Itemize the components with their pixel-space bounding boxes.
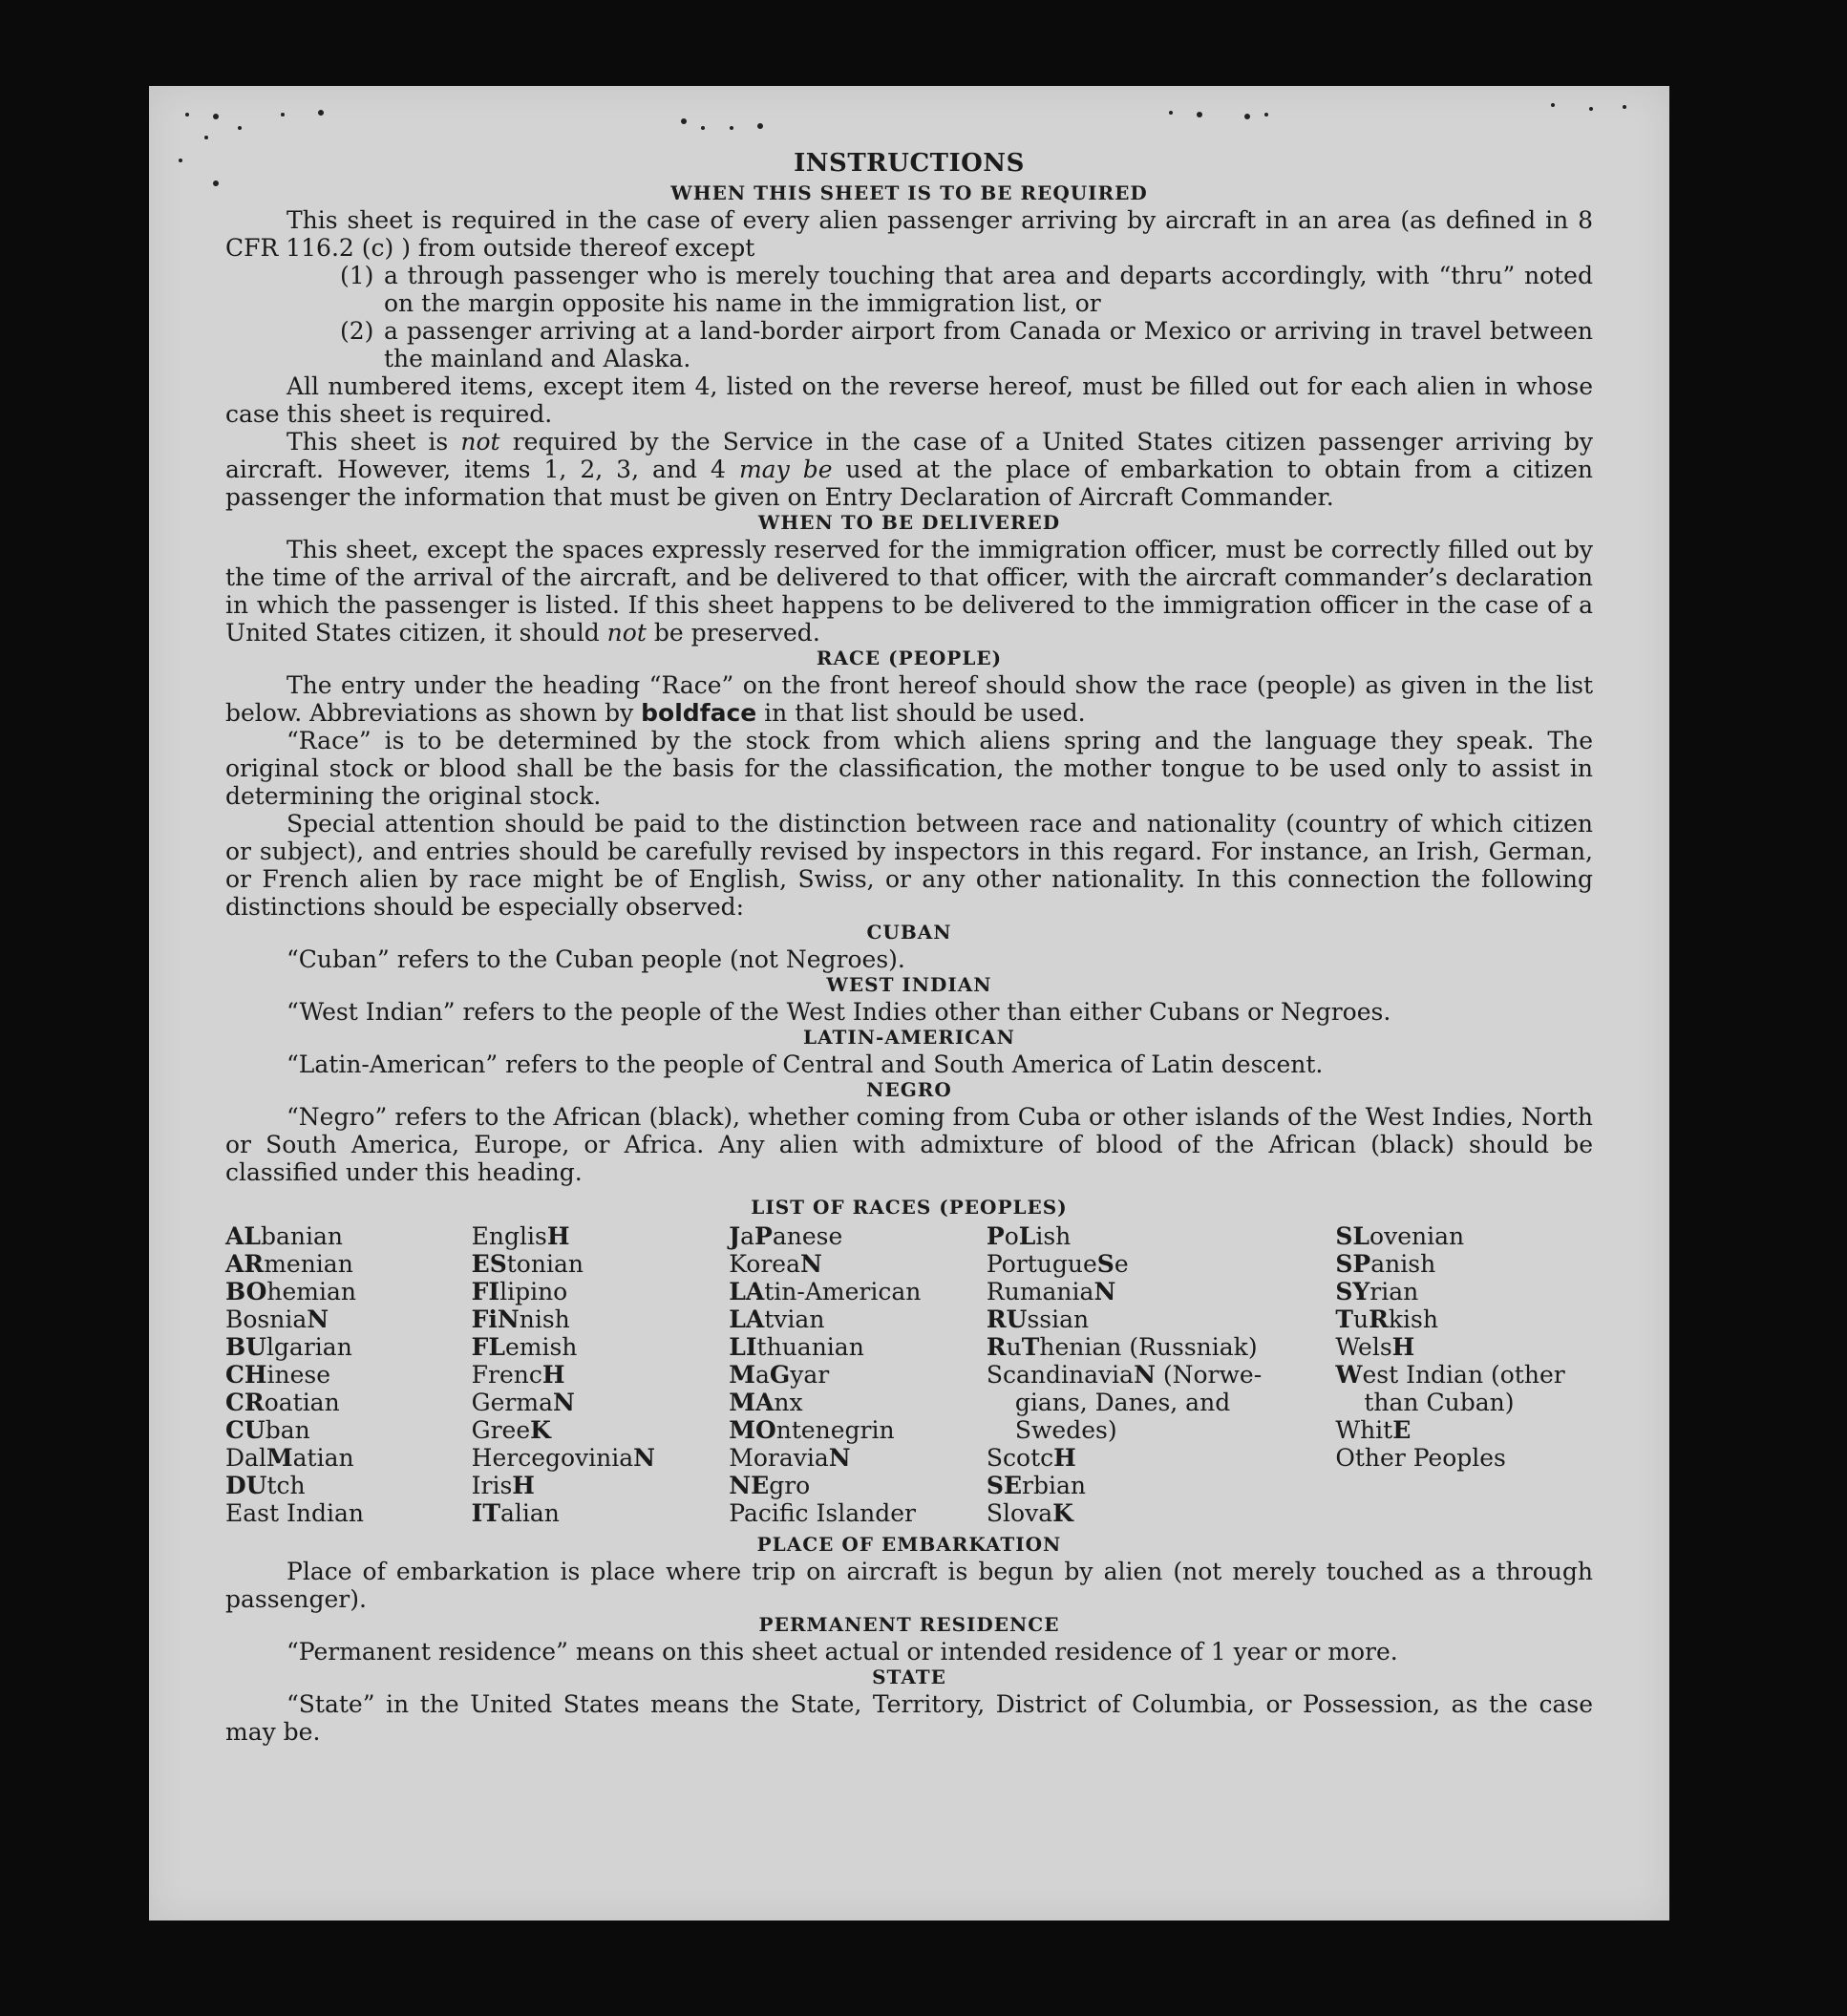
race-entry: FrencH (471, 1361, 565, 1389)
race-column-1 (225, 1222, 472, 1527)
race-entry: EnglisH (471, 1222, 570, 1250)
race-entry: SLovenian (1335, 1222, 1465, 1250)
race-entry: GermaN (471, 1389, 575, 1416)
exception-item-2 (225, 317, 1593, 372)
item-text: a passenger arriving at a land-border airport from Canada or Mexico or arriving in travel between the mainland and Alaska. (384, 317, 1593, 372)
when-required-intro: This sheet is required in the case of every alien passenger arriving by aircraft in an area (as defined in 8 CFR 116.2 (c) ) from outside thereof except (225, 206, 1593, 262)
race-column-5 (1335, 1222, 1593, 1527)
race-entry: PortugueSe (986, 1250, 1129, 1278)
heading-latin-american: LATIN-AMERICAN (803, 1026, 1015, 1049)
negro-text: “Negro” refers to the African (black), whether coming from Cuba or other islands of the West Indies, North or South America, Europe, or Africa. Any alien with admixture of blood of the African (black) should be classified under this heading. (225, 1103, 1593, 1186)
item-number: (2) (340, 317, 374, 345)
race-entry: ScotcH (986, 1444, 1076, 1472)
race-entry: MoraviaN (729, 1444, 851, 1472)
embarkation-text: Place of embarkation is place where trip on aircraft is begun by alien (not merely touched as a through passenger). (225, 1558, 1593, 1613)
race-entry: CHinese (225, 1361, 331, 1389)
race-entry: ITalian (471, 1499, 560, 1527)
when-required-para3: This sheet is not required by the Service in the case of a United States citizen passenger arriving by aircraft. However, items 1, 2, 3, and 4 may be used at the place of embarkation to obtain from a citizen passenger the information that must be given on Entry Declaration of Aircraft Commander. (225, 428, 1593, 511)
race-entry: WhitE (1335, 1416, 1412, 1444)
race-entry: BOhemian (225, 1278, 356, 1305)
race-entry: SYrian (1335, 1278, 1419, 1305)
heading-permanent-residence: PERMANENT RESIDENCE (758, 1613, 1060, 1636)
scan-specks (149, 86, 1669, 220)
race-entry: BUlgarian (225, 1333, 352, 1361)
race-entry: SErbian (986, 1472, 1086, 1499)
race-entry: RumaniaN (986, 1278, 1116, 1305)
race-entry: RuThenian (Russniak) (986, 1333, 1258, 1361)
race-entry: ScandinaviaN (Norwe- (986, 1361, 1263, 1389)
race-entry: NEgro (729, 1472, 811, 1499)
race-entry: EStonian (471, 1250, 584, 1278)
race-entry: KoreaN (729, 1250, 822, 1278)
race-entry: West Indian (other (1335, 1361, 1565, 1389)
latin-american-text: “Latin-American” refers to the people of Central and South America of Latin descent. (287, 1050, 1324, 1078)
race-entry: East Indian (225, 1499, 364, 1527)
item-number: (1) (340, 262, 374, 289)
race-entry: DUtch (225, 1472, 306, 1499)
race-entry: ALbanian (225, 1222, 343, 1250)
race-entry: TuRkish (1335, 1305, 1438, 1333)
race-entry: Other Peoples (1335, 1444, 1506, 1472)
heading-embarkation: PLACE OF EMBARKATION (756, 1533, 1062, 1556)
race-entry: CUban (225, 1416, 310, 1444)
west-indian-text: “West Indian” refers to the people of the West Indies other than either Cubans or Negroes. (287, 998, 1391, 1026)
race-list (225, 1222, 1593, 1527)
heading-west-indian: WEST INDIAN (826, 973, 992, 996)
page-title: INSTRUCTIONS (794, 149, 1025, 178)
item-text: a through passenger who is merely touching that area and departs accordingly, with “thru” noted on the margin opposite his name in the immigration list, or (384, 262, 1593, 317)
race-entry: than Cuban) (1364, 1389, 1515, 1416)
state-text: “State” in the United States means the State, Territory, District of Columbia, or Possession, as the case may be. (225, 1690, 1593, 1746)
race-para3: Special attention should be paid to the distinction between race and nationality (country of which citizen or subject), and entries should be carefully revised by inspectors in this regard. For instance, an Irish, German, or French alien by race might be of English, Swiss, or any other nationality. In this connection the following distinctions should be especially observed: (225, 810, 1593, 921)
race-entry: LAtin-American (729, 1278, 922, 1305)
heading-list-of-races: LIST OF RACES (PEOPLES) (751, 1196, 1068, 1219)
race-entry: PoLish (986, 1222, 1072, 1250)
race-entry: FIlipino (471, 1278, 568, 1305)
race-entry: ARmenian (225, 1250, 353, 1278)
document-page (149, 86, 1669, 1921)
cuban-text: “Cuban” refers to the Cuban people (not Negroes). (287, 945, 905, 973)
race-entry: Swedes) (1014, 1416, 1117, 1444)
race-para1: The entry under the heading “Race” on the front hereof should show the race (people) as given in the list below. Abbreviations as shown by boldface in that list should be used. (225, 671, 1593, 727)
race-para2: “Race” is to be determined by the stock from which aliens spring and the language they speak. The original stock or blood shall be the basis for the classification, the mother tongue to be used only to assist in determining the original stock. (225, 727, 1593, 810)
race-entry: IrisH (471, 1472, 535, 1499)
residence-text: “Permanent residence” means on this sheet actual or intended residence of 1 year or more. (287, 1638, 1398, 1666)
heading-negro: NEGRO (866, 1078, 952, 1101)
race-entry: WelsH (1335, 1333, 1415, 1361)
heading-race: RACE (PEOPLE) (816, 647, 1003, 669)
when-delivered-text: This sheet, except the spaces expressly reserved for the immigration officer, must be correctly filled out by the time of the arrival of the aircraft, and be delivered to that officer, with the aircraft commander’s declaration in which the passenger is listed. If this sheet happens to be delivered to the immigration officer in the case of a United States citizen, it should not be preserved. (225, 536, 1593, 647)
race-entry: DalMatian (225, 1444, 354, 1472)
race-entry: FLemish (471, 1333, 578, 1361)
race-column-3 (729, 1222, 987, 1527)
race-entry: SPanish (1335, 1250, 1436, 1278)
race-entry: MOntenegrin (729, 1416, 895, 1444)
race-entry: FiNnish (471, 1305, 570, 1333)
race-entry: HercegoviniaN (471, 1444, 656, 1472)
when-required-para2: All numbered items, except item 4, listed on the reverse hereof, must be filled out for each alien in whose case this sheet is required. (225, 372, 1593, 428)
heading-when-required: WHEN THIS SHEET IS TO BE REQUIRED (670, 181, 1148, 204)
race-entry: SlovaK (986, 1499, 1073, 1527)
heading-cuban: CUBAN (866, 921, 952, 944)
race-entry: RUssian (986, 1305, 1090, 1333)
race-entry: BosniaN (225, 1305, 329, 1333)
heading-state: STATE (872, 1666, 946, 1688)
race-entry: CRoatian (225, 1389, 340, 1416)
race-entry: JaPanese (729, 1222, 843, 1250)
race-column-4 (987, 1222, 1335, 1527)
race-entry: GreeK (471, 1416, 551, 1444)
race-entry: gians, Danes, and (1014, 1389, 1231, 1416)
race-entry: MaGyar (729, 1361, 830, 1389)
heading-when-delivered: WHEN TO BE DELIVERED (757, 511, 1061, 534)
race-column-2 (472, 1222, 730, 1527)
race-entry: LAtvian (729, 1305, 825, 1333)
exception-item-1 (225, 262, 1593, 317)
race-entry: LIthuanian (729, 1333, 864, 1361)
race-entry: Pacific Islander (729, 1499, 916, 1527)
race-entry: MAnx (729, 1389, 803, 1416)
